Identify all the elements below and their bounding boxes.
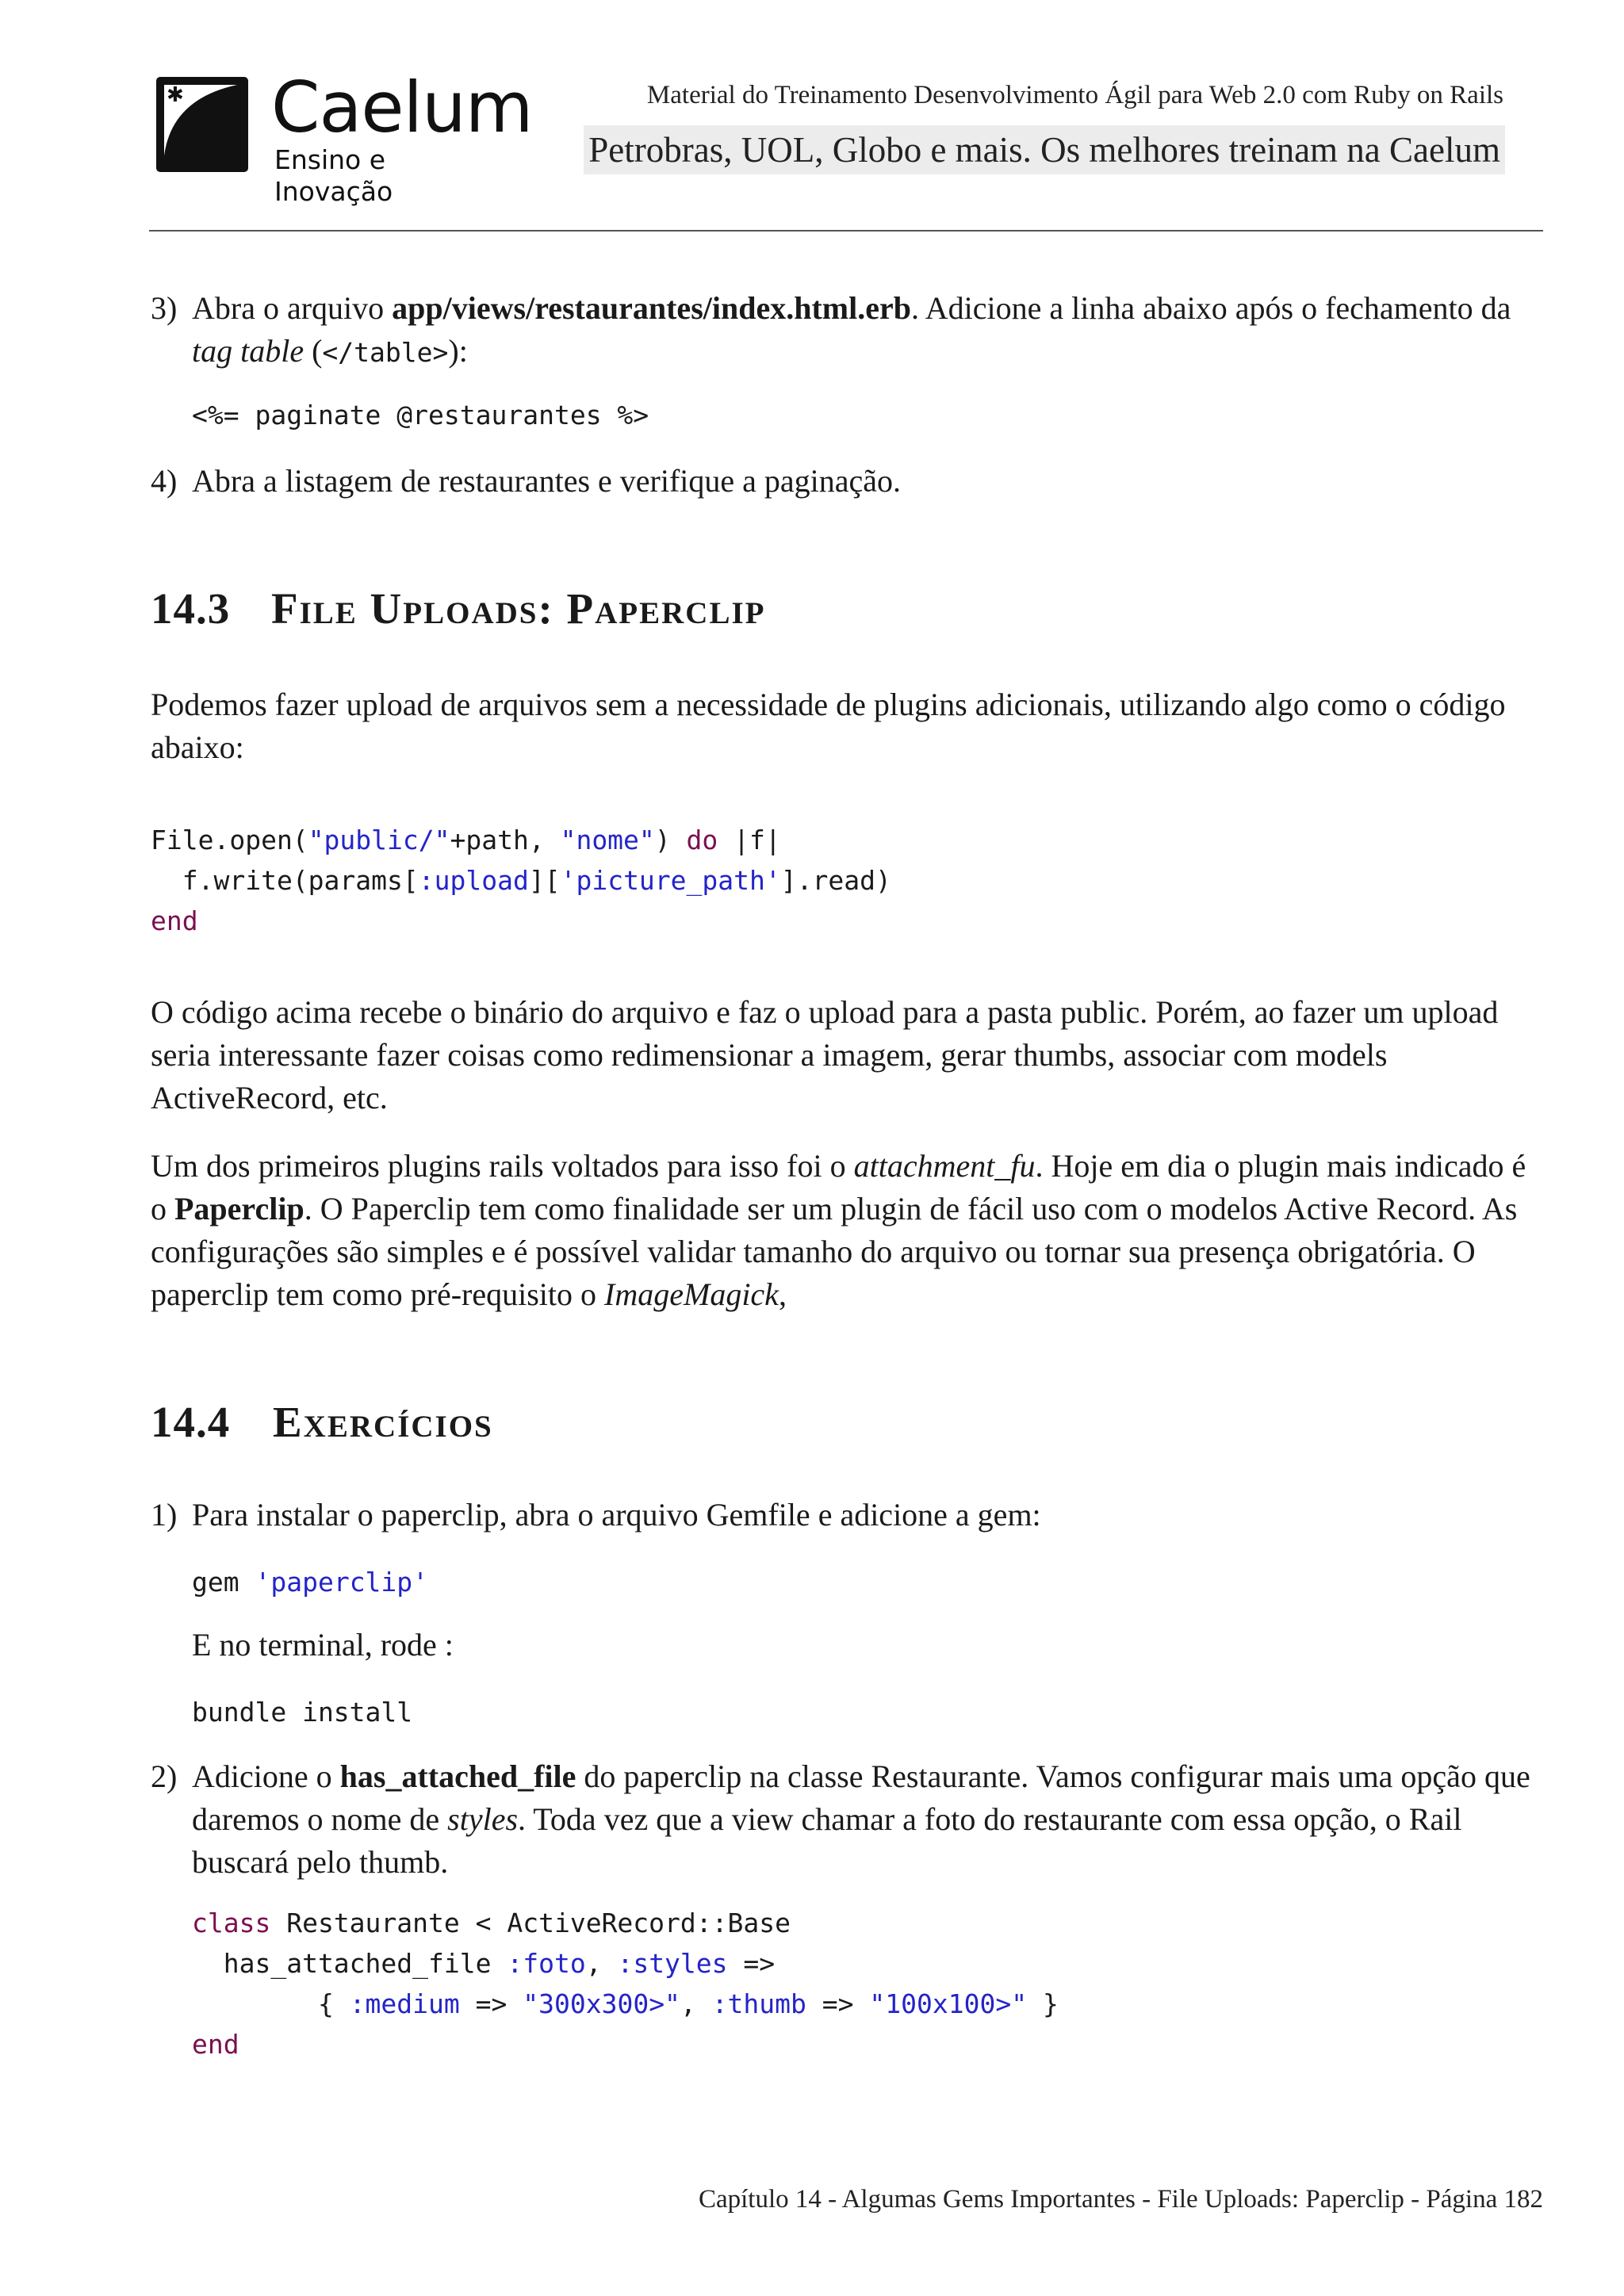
list-item-text: Abra a listagem de restaurantes e verifique a paginação.: [192, 463, 902, 499]
exercise-item-1: [151, 1494, 1543, 1536]
text-run: . Hoje em dia o plugin mais indicado é o: [151, 1148, 1526, 1226]
code-token: =>: [459, 1988, 523, 2019]
list-item-3: [151, 287, 1543, 374]
file-path: app/views/restaurantes/index.html.erb: [392, 290, 911, 326]
terminal-instruction: E no terminal, rode :: [192, 1627, 454, 1663]
header-divider: [149, 230, 1543, 232]
code-token: ][: [528, 865, 561, 896]
list-number: 1): [151, 1497, 178, 1533]
code-token: ].read): [780, 865, 891, 896]
code-token: gem: [192, 1567, 255, 1598]
code-string: "nome": [560, 825, 655, 855]
plugin-name-paperclip: Paperclip: [174, 1191, 304, 1226]
code-token: ,: [680, 1988, 712, 2019]
code-token: Restaurante < ActiveRecord::Base: [270, 1908, 791, 1938]
code-keyword: class: [192, 1908, 271, 1938]
code-keyword: end: [192, 2029, 239, 2060]
svg-text:✱: ✱: [167, 83, 184, 107]
code-string: "public/": [308, 825, 450, 855]
code-token: }: [1027, 1988, 1059, 2019]
code-symbol: :foto: [507, 1948, 586, 1979]
section-heading-14-4: [151, 1397, 493, 1447]
text-run: . Toda vez que a view chamar a foto do restaurante com essa opção, o Rail buscará pelo thumb.: [192, 1801, 1462, 1880]
code-string: "100x100>": [869, 1988, 1028, 2019]
section-number: 14.3: [151, 584, 231, 633]
text-run: (: [304, 333, 323, 369]
text-run: Um dos primeiros plugins rails voltados para isso foi o: [151, 1148, 854, 1184]
section-heading-14-3: [151, 584, 766, 633]
code-snippet-paginate: <%= paginate @restaurantes %>: [192, 400, 649, 430]
code-keyword: do: [686, 825, 718, 855]
tag-table-term: tag table: [192, 333, 304, 369]
inline-code: </table>: [322, 337, 449, 368]
code-bundle-install: bundle install: [192, 1697, 413, 1728]
header-course-title: Material do Treinamento Desenvolvimento Ágil para Web 2.0 com Ruby on Rails: [646, 81, 1503, 109]
code-token: f.write(params[: [151, 865, 419, 896]
option-name: styles: [447, 1801, 519, 1837]
list-item-4: [151, 460, 1543, 503]
text-run: do paperclip na classe Restaurante. Vamos configurar mais uma opção que daremos o nome de: [192, 1758, 1530, 1837]
text-run: Abra o arquivo: [192, 290, 393, 326]
code-string: 'picture_path': [560, 865, 781, 896]
header-slogan: Petrobras, UOL, Globo e mais. Os melhores treinam na Caelum: [584, 125, 1505, 174]
exercise-item-2: [151, 1755, 1543, 1884]
code-string: 'paperclip': [255, 1567, 429, 1598]
text-run: . Adicione a linha abaixo após o fechamento da: [910, 290, 1511, 326]
caelum-logo-icon: [155, 75, 251, 173]
page-footer: Capítulo 14 - Algumas Gems Importantes - File Uploads: Paperclip - Página 182: [698, 2185, 1543, 2214]
code-token: ,: [585, 1948, 618, 1979]
method-name: has_attached_file: [339, 1758, 576, 1794]
code-token: has_attached_file: [192, 1948, 508, 1979]
logo-wordmark: Caelum: [271, 67, 533, 148]
paragraph-upload-explanation: O código acima recebe o binário do arquivo e faz o upload para a pasta public. Porém, ao fazer um upload seria interessante fazer coisas como redimensionar a imagem, gerar thumbs, associar com models ActiveRecord, etc.: [151, 994, 1499, 1115]
text-run: . O Paperclip tem como finalidade ser um plugin de fácil uso com o modelos Active Record. As configurações são simples e é possível validar tamanho do arquivo ou tornar sua presença obrigatória. O paperclip tem como pré-requisito o: [151, 1191, 1518, 1312]
code-symbol: :medium: [349, 1988, 460, 2019]
text-run: ):: [448, 333, 468, 369]
text-run: Adicione o: [192, 1758, 340, 1794]
list-number: 3): [151, 290, 178, 326]
code-gem-paperclip: [192, 1562, 1543, 1602]
code-keyword: end: [151, 905, 198, 936]
paragraph-paperclip: [151, 1145, 1543, 1316]
code-token: ): [654, 825, 687, 855]
section-number: 14.4: [151, 1398, 231, 1446]
code-block-file-open: [151, 820, 1543, 941]
code-block-restaurante-class: [192, 1903, 1543, 2064]
code-symbol: :upload: [418, 865, 529, 896]
code-token: File.open(: [151, 825, 308, 855]
caelum-logo: [155, 67, 533, 207]
text-run: ,: [778, 1276, 787, 1312]
tool-name-imagemagick: ImageMagick: [604, 1276, 779, 1312]
code-token: =>: [727, 1948, 776, 1979]
exercise-text: Para instalar o paperclip, abra o arquivo Gemfile e adicione a gem:: [192, 1497, 1041, 1533]
list-number: 2): [151, 1758, 178, 1794]
code-symbol: :styles: [617, 1948, 728, 1979]
section-title: Exercícios: [273, 1398, 493, 1446]
code-token: +path,: [450, 825, 561, 855]
logo-tagline: Ensino e Inovação: [274, 144, 393, 207]
code-string: "300x300>": [523, 1988, 680, 2019]
code-token: =>: [806, 1988, 870, 2019]
code-symbol: :thumb: [711, 1988, 806, 2019]
code-token: {: [192, 1988, 350, 2019]
code-token: |f|: [718, 825, 781, 855]
section-title: File Uploads: Paperclip: [271, 584, 766, 633]
list-number: 4): [151, 463, 178, 499]
paragraph-intro: Podemos fazer upload de arquivos sem a necessidade de plugins adicionais, utilizando algo como o código abaixo:: [151, 687, 1506, 765]
plugin-name-attachment-fu: attachment_fu: [853, 1148, 1036, 1184]
